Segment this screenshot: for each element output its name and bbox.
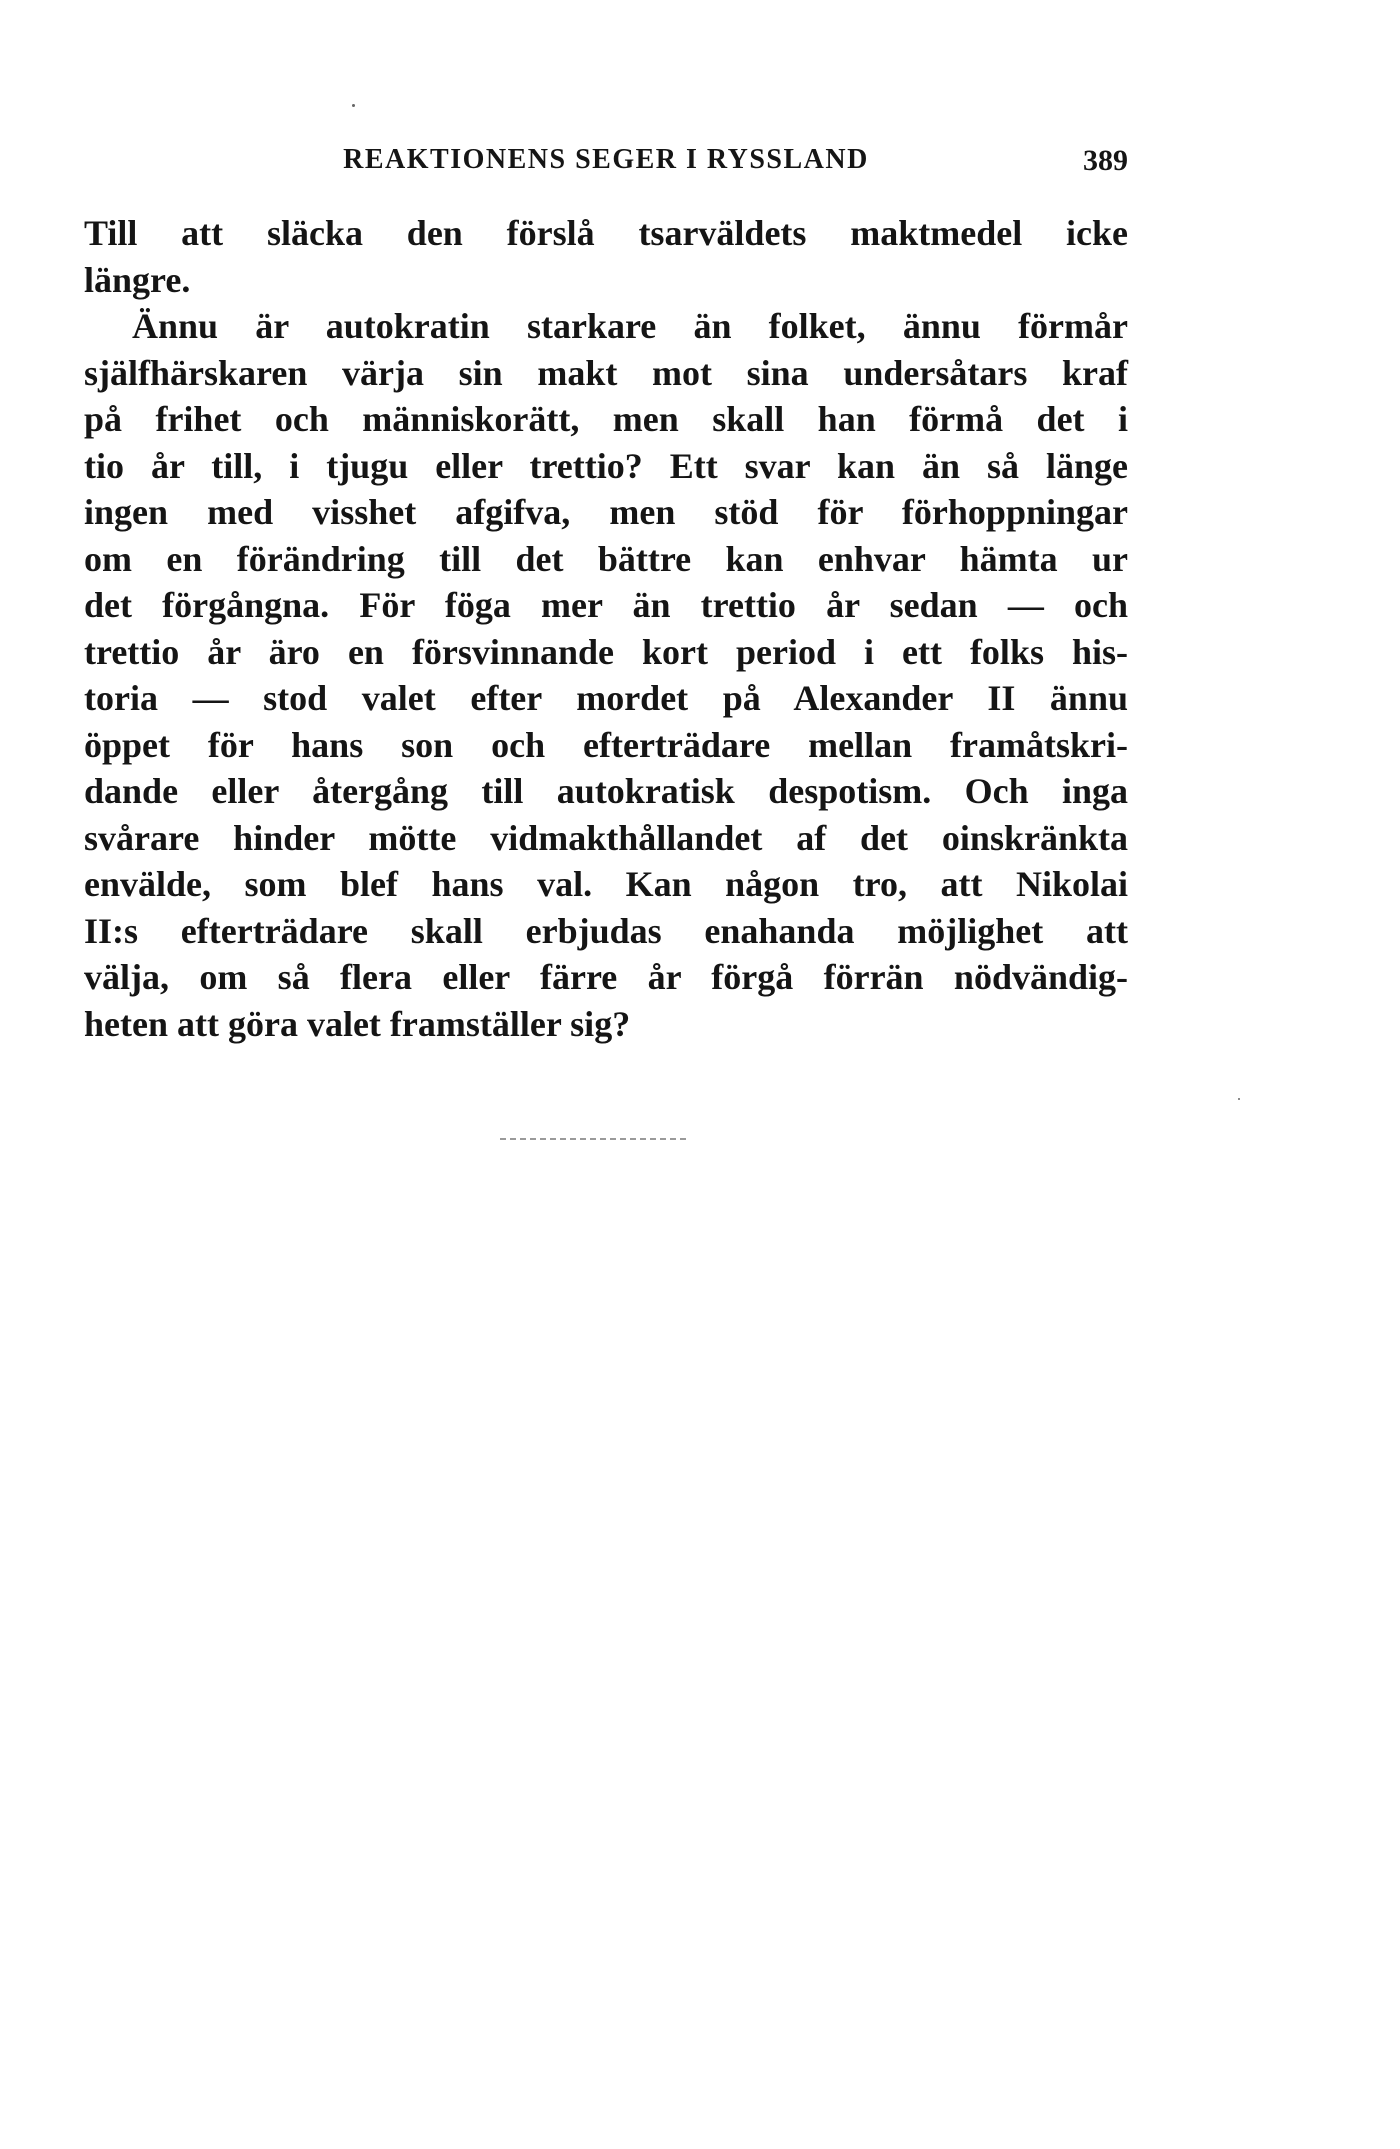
text-line: trettio år äro en försvinnande kort period i ett folks his- xyxy=(84,631,1128,672)
text-line: ingen med visshet afgifva, men stöd för förhoppningar xyxy=(84,492,1128,532)
text-line: själfhärskaren värja sin makt mot sina undersåtars kraf xyxy=(84,352,1128,393)
text-line: på frihet och människorätt, men skall han förmå det i xyxy=(84,399,1128,439)
text-line: heten att göra valet framställer sig? xyxy=(84,1003,631,1044)
body-text xyxy=(84,210,1128,1047)
text-line: välja, om så flera eller färre år förgå förrän nödvändig- xyxy=(84,957,1128,997)
text-line: om en förändring till det bättre kan enhvar hämta ur xyxy=(84,538,1128,579)
text-line: dande eller återgång till autokratisk despotism. Och inga xyxy=(84,771,1128,811)
text-line: det förgångna. För föga mer än trettio år sedan — och xyxy=(84,585,1128,625)
text-line: tio år till, i tjugu eller trettio? Ett svar kan än så länge xyxy=(84,445,1128,486)
page-number: 389 xyxy=(1083,144,1128,177)
text-line: öppet för hans son och efterträdare mellan framåtskri- xyxy=(84,724,1128,765)
text-line: Till att släcka den förslå tsarväldets maktmedel icke xyxy=(84,213,1128,253)
text-line: II:s efterträdare skall erbjudas enahanda möjlighet att xyxy=(84,910,1128,951)
section-end-rule xyxy=(500,1138,686,1140)
running-head: REAKTIONENS SEGER I RYSSLAND xyxy=(343,144,869,175)
text-line: svårare hinder mötte vidmakthållandet af det oinskränkta xyxy=(84,817,1128,858)
print-speck xyxy=(352,104,355,107)
paragraph-first-line: Ännu är autokratin starkare än folket, ännu förmår xyxy=(132,306,1128,346)
text-line: toria — stod valet efter mordet på Alexander II ännu xyxy=(84,678,1128,718)
text-line: längre. xyxy=(84,259,191,300)
print-speck xyxy=(1238,1098,1240,1100)
text-line: envälde, som blef hans val. Kan någon tro, att Nikolai xyxy=(84,864,1128,904)
page-header xyxy=(84,144,1128,184)
